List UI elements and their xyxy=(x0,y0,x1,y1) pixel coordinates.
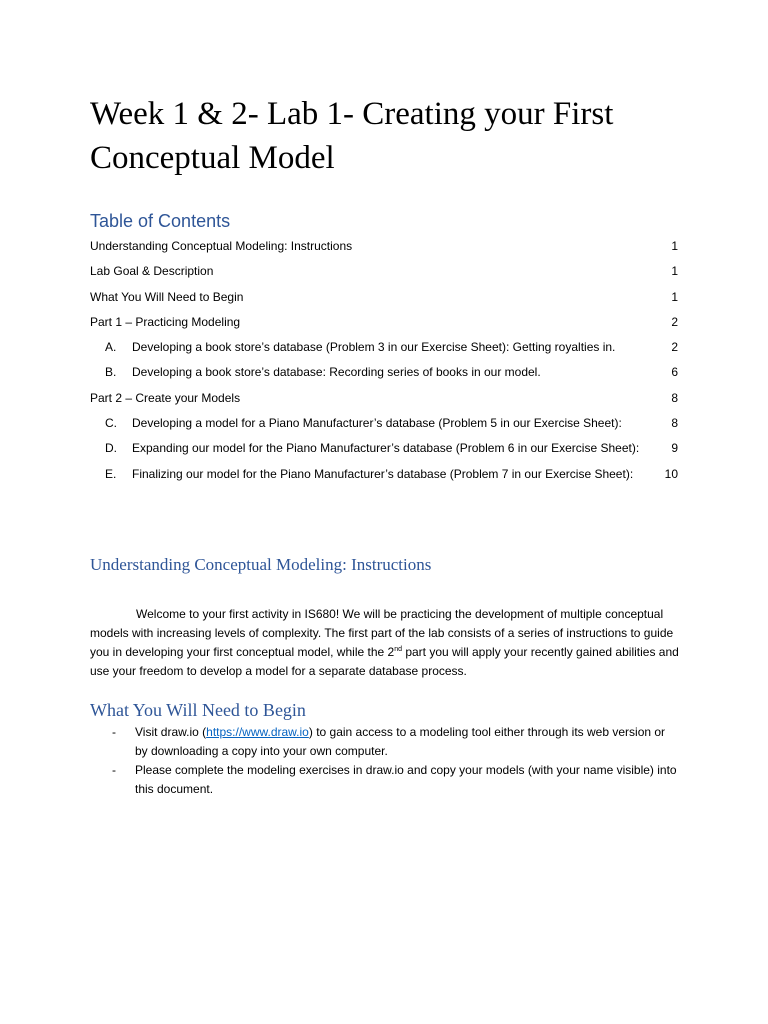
toc-entry[interactable] xyxy=(90,363,680,388)
list-item xyxy=(90,723,680,761)
toc-entry[interactable] xyxy=(90,439,680,464)
toc-entry[interactable] xyxy=(90,237,680,262)
toc-entry[interactable] xyxy=(90,465,680,490)
bullet-dash: - xyxy=(112,725,116,739)
toc-entry-page: 2 xyxy=(671,314,678,329)
toc-entry-page: 1 xyxy=(671,239,678,253)
toc-entry-letter: C. xyxy=(105,416,117,431)
bullet-dash: - xyxy=(112,763,116,777)
toc-entry-letter: E. xyxy=(105,466,117,481)
toc-entry-text: Finalizing our model for the Piano Manufacturer’s database (Problem 7 in our Exercise Sheet): xyxy=(132,466,634,481)
section-heading-instructions: Understanding Conceptual Modeling: Instructions xyxy=(90,555,432,574)
toc-entry-text: Part 1 – Practicing Modeling xyxy=(90,314,241,329)
toc-entry-page: 1 xyxy=(671,289,678,304)
toc-entry-text: Lab Goal & Description xyxy=(90,264,214,279)
toc-entry-page: 6 xyxy=(671,365,678,380)
toc-entry-text: What You Will Need to Begin xyxy=(90,289,244,304)
drawio-link[interactable]: https://www.draw.io xyxy=(206,725,309,739)
toc-entry-page: 10 xyxy=(664,466,678,481)
toc-entry[interactable] xyxy=(90,262,680,287)
list-item xyxy=(90,761,680,799)
toc-entry-letter: B. xyxy=(105,365,117,380)
toc-entry[interactable] xyxy=(90,414,680,439)
ordinal-suffix: nd xyxy=(394,646,402,653)
toc-entry-text: Developing a book store’s database (Problem 3 in our Exercise Sheet): Getting royalties in. xyxy=(132,340,616,355)
toc-entry[interactable] xyxy=(90,313,680,338)
toc-entry-page: 8 xyxy=(671,416,678,431)
list-item-text: Visit draw.io ( xyxy=(135,725,207,739)
toc-entry-text: Part 2 – Create your Models xyxy=(90,390,241,405)
toc-entry[interactable] xyxy=(90,288,680,313)
toc-entry-letter: D. xyxy=(105,441,117,456)
toc-entry-page: 2 xyxy=(671,340,678,355)
toc-heading: Table of Contents xyxy=(90,211,231,231)
toc-entry[interactable] xyxy=(90,389,680,414)
toc-entry-text: Developing a book store’s database: Recording series of books in our model. xyxy=(132,365,541,380)
toc-entry-letter: A. xyxy=(105,340,117,355)
toc-entry-page: 8 xyxy=(671,390,678,405)
requirements-list xyxy=(90,723,680,799)
list-item-text: Please complete the modeling exercises in draw.io and copy your models (with your name visible) into this document. xyxy=(135,763,677,796)
intro-paragraph xyxy=(90,605,680,681)
intro-text-part2: part you will apply your recently gained abilities and use your freedom to develop a model for a separate database process. xyxy=(90,645,679,678)
toc-entry-text: Expanding our model for the Piano Manufacturer’s database (Problem 6 in our Exercise Sheet): xyxy=(132,441,640,456)
list-item-text: ) to gain access to a modeling tool either through its web version or by downloading a copy into your own computer. xyxy=(135,725,666,758)
toc-entry-text: Developing a model for a Piano Manufacturer’s database (Problem 5 in our Exercise Sheet): xyxy=(132,416,622,431)
toc-entry-text: Understanding Conceptual Modeling: Instructions xyxy=(90,239,353,253)
section-heading-begin: What You Will Need to Begin xyxy=(90,700,306,720)
intro-text-part1: Welcome to your first activity in IS680! We will be practicing the development of multiple conceptual models with increasing levels of complexity. The first part of the lab consists of a series of instructions to guide you in developing your first conceptual model, while the 2 xyxy=(90,607,674,659)
toc-entry-page: 9 xyxy=(671,441,678,456)
toc-entry[interactable] xyxy=(90,338,680,363)
page-title: Week 1 & 2- Lab 1- Creating your First Conceptual Model xyxy=(90,96,614,176)
toc-entry-page: 1 xyxy=(671,264,678,279)
table-of-contents xyxy=(90,237,680,490)
